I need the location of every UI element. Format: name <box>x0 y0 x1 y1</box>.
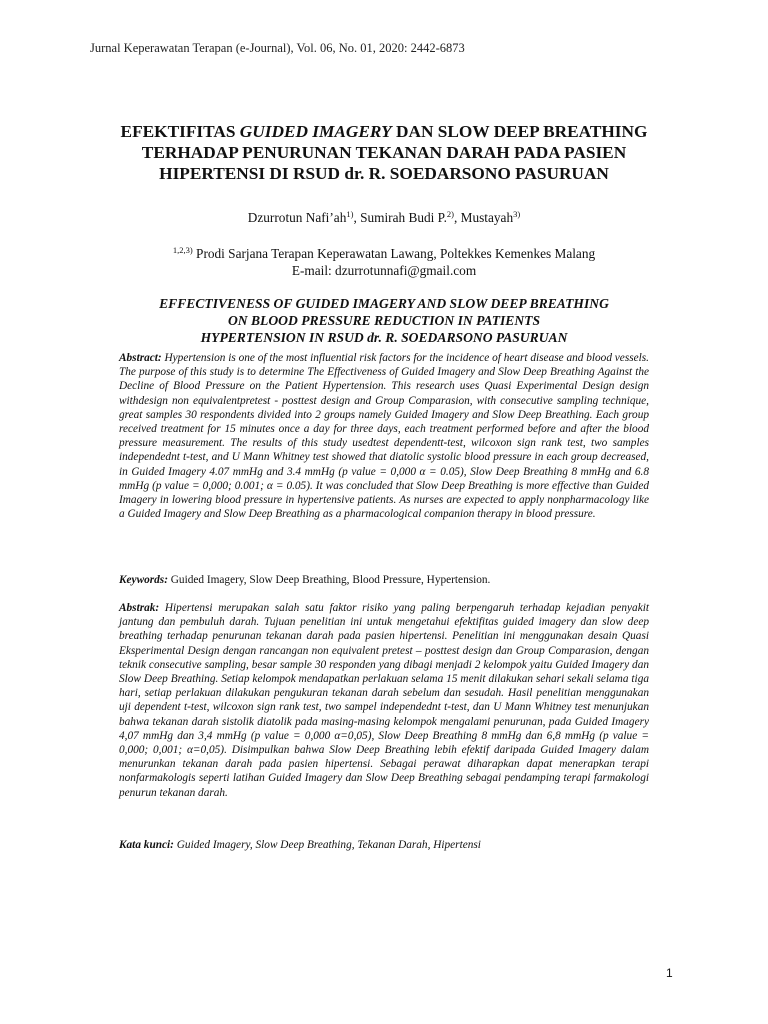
abstract-english <box>119 351 649 521</box>
title-line-1 <box>90 121 678 142</box>
abstract-indonesian-label: Abstrak: <box>119 602 160 614</box>
keywords-english <box>119 573 649 587</box>
title-italic-part: GUIDED IMAGERY <box>239 122 392 141</box>
author-3-affil: 3) <box>513 209 521 219</box>
english-title-line-1: EFFECTIVENESS OF GUIDED IMAGERY AND SLOW DEEP BREATHING <box>159 296 609 311</box>
abstract-english-text: Hypertension is one of the most influential risk factors for the incidence of heart disease and blood vessels. The purpose of this study is to determine The Effectiveness of Guided Imagery and Slow Deep Breathing Against the Decline of Blood Pressure on the Patient Hypertension. This research uses Quasi Experimental Design design withdesign non equivalentpretest - posttest design and Group Comparasion, with consecutive sampling technique, great samples 30 respondents divided into 2 groups namely Guided Imagery and Slow Deep Breathing. Each group received treatment for 15 minutes once a day for three days, each treatment performed before and after the blood pressure measurement. The results of this study usedtest dependentt-test, wilcoxon sign rank test, two samples independednt t-test, and U Mann Whitney test showed that diatolic systolic blood pressure in each group decreased, in Guided Imagery 4.07 mmHg and 3.4 mmHg (p value = 0,000 α = 0.05), Slow Deep Breathing 8 mmHg and 6.8 mmHg (p value = 0,000; 0.001; α = 0.05). It was concluded that Slow Deep Breathing is more effective than Guided Imagery in lowering blood pressure in hypertensive patients. As nurses are expected to apply nonpharmacology like a Guided Imagery and Slow Deep Breathing as a pharmacological companion therapy in blood pressure. <box>119 352 649 521</box>
abstract-indonesian-text: Hipertensi merupakan salah satu faktor risiko yang paling berpengaruh terhadap kejadian penyakit jantung dan pembuluh darah. Tujuan penelitian ini untuk mengetahui efektifitas guided imagery dan slow deep breathing terhadap penurunan tekanan darah pada pasien hipertensi. Penelitian ini menggunakan desain Quasi Eksperimental Design dengan rancangan non equivalent pretest – posttest design dan Group Comparasion, dengan teknik consecutive sampling, besar sample 30 responden yang dibagi menjadi 2 kelompok yaitu Guided Imagery dan Slow Deep Breathing. Setiap kelompok mendapatkan perlakuan selama 15 menit dilakukan sehari sekali selama tiga hari, setiap perlakuan dilakukan pengukuran tekanan darah sebelum dan sesudah. Hasil penelitian menggunakan uji dependent t-test, wilcoxon sign rank test, two sampel independednt t-test, dan U Mann Whitney test menunjukan bahwa tekanan darah sistolik diatolik pada masing-masing kelompok mengalami penurunan, pada Guided Imagery 4,07 mmHg dan 3,4 mmHg (p value = 0,000 α=0,05), Slow Deep Breathing 8 mmHg dan 6,8 mmHg (p value = 0,000; 0,001; α=0,05). Disimpulkan bahwa Slow Deep Breathing lebih efektif daripada Guided Imagery dalam menurunkan tekanan darah pada pasien hipertensi. Sebagai perawat diharapkan dapat menerapkan terapi nonfarmakologis seperti latihan Guided Imagery dan Slow Deep Breathing sebagai pendamping terapi farmakologi penurun tekanan darah. <box>119 602 649 799</box>
english-title-line-3: HYPERTENSION IN RSUD dr. R. SOEDARSONO PASURUAN <box>200 330 568 345</box>
author-list <box>90 210 678 226</box>
paper-title <box>90 121 678 184</box>
english-title-line-2: ON BLOOD PRESSURE REDUCTION IN PATIENTS <box>227 313 541 328</box>
author-1: Dzurrotun Nafi’ah <box>247 210 347 225</box>
abstract-english-label: Abstract: <box>119 352 162 364</box>
author-2-affil: 2) <box>446 209 455 219</box>
keywords-indonesian <box>119 838 649 852</box>
page-number: 1 <box>666 966 673 980</box>
keywords-english-label: Keywords: <box>119 574 168 586</box>
author-3: , Mustayah <box>454 210 514 225</box>
title-part-3: DAN SLOW DEEP BREATHING <box>391 122 648 141</box>
keywords-indonesian-text: Guided Imagery, Slow Deep Breathing, Tekanan Darah, Hipertensi <box>173 839 481 851</box>
title-line-3: HIPERTENSI DI RSUD dr. R. SOEDARSONO PASURUAN <box>159 164 609 183</box>
affiliation-line <box>90 245 678 262</box>
title-part-1: EFEKTIFITAS <box>120 122 240 141</box>
keywords-english-text: Guided Imagery, Slow Deep Breathing, Blood Pressure, Hypertension. <box>167 574 491 586</box>
title-line-2: TERHADAP PENURUNAN TEKANAN DARAH PADA PASIEN <box>141 143 627 162</box>
affiliation <box>90 245 678 279</box>
author-email: E-mail: dzurrotunnafi@gmail.com <box>291 263 477 278</box>
keywords-indonesian-label: Kata kunci: <box>119 839 174 851</box>
english-title <box>90 295 678 346</box>
author-1-affil: 1) <box>346 209 354 219</box>
abstract-indonesian <box>119 601 649 800</box>
affiliation-text: Prodi Sarjana Terapan Keperawatan Lawang, Poltekkes Kemenkes Malang <box>192 246 596 261</box>
journal-header: Jurnal Keperawatan Terapan (e-Journal), Vol. 06, No. 01, 2020: 2442-6873 <box>90 41 465 55</box>
author-2: , Sumirah Budi P. <box>353 210 447 225</box>
affiliation-marker: 1,2,3) <box>172 245 193 255</box>
